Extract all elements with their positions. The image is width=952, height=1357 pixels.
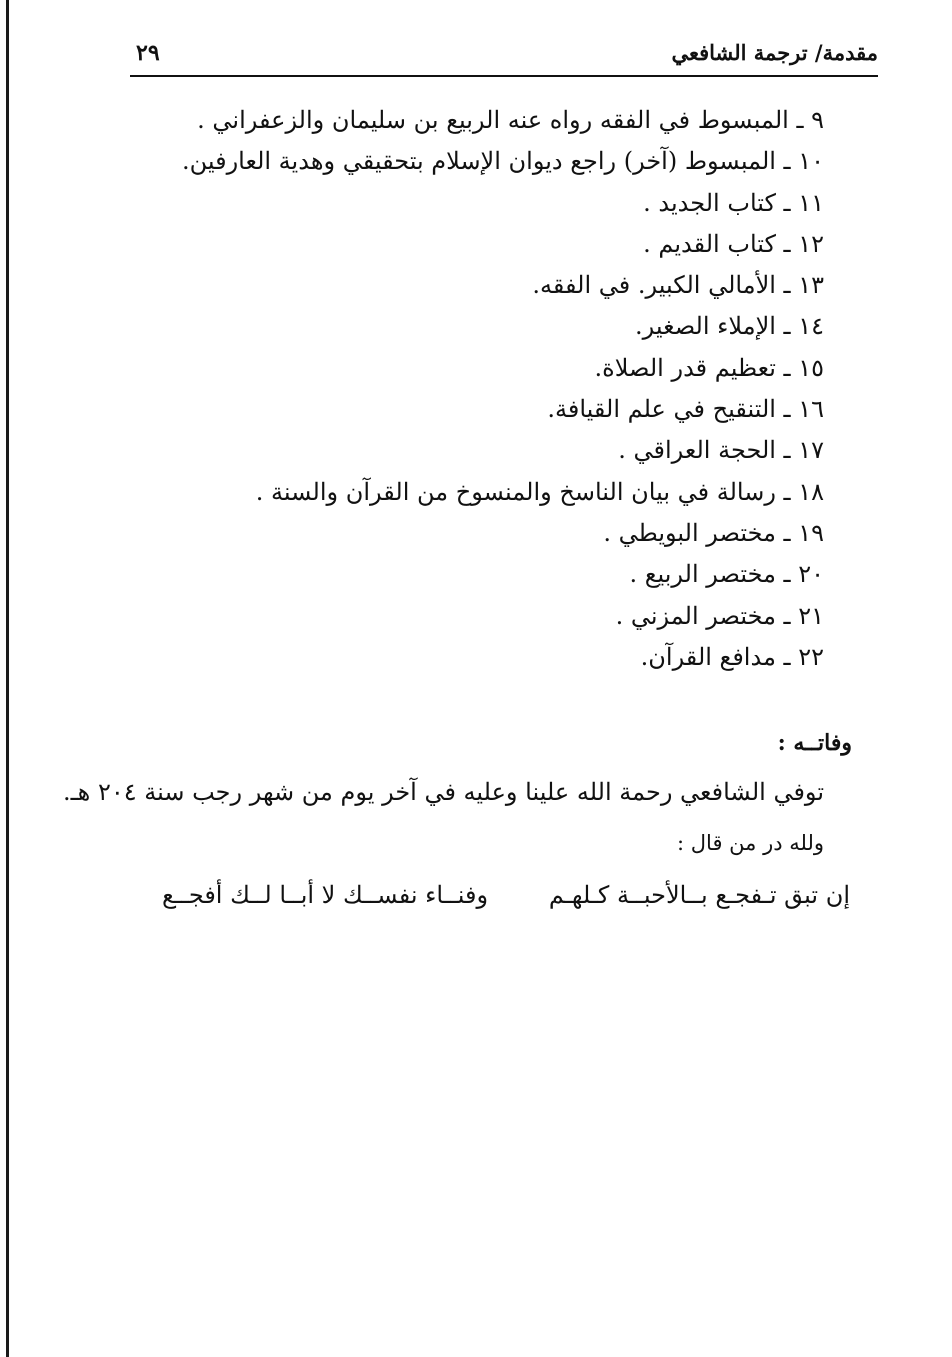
page-header — [130, 36, 878, 76]
verse-intro: ولله در من قال : — [677, 831, 824, 855]
list-item: ٢٢ ـ مدافع القرآن. — [640, 642, 824, 671]
list-item: ١٦ ـ التنقيح في علم القيافة. — [547, 395, 824, 424]
poetry-verse — [150, 872, 850, 918]
list-item: ١٠ ـ المبسوط (آخر) راجع ديوان الإسلام بتحقيقي وهدية العارفين. — [181, 147, 824, 176]
works-list — [124, 100, 824, 678]
list-item: ١١ ـ كتاب الجديد . — [643, 188, 824, 217]
death-paragraph: توفي الشافعي رحمة الله علينا وعليه في آخر يوم من شهر رجب سنة ٢٠٤ هـ. — [62, 778, 824, 806]
list-item: ١٧ ـ الحجة العراقي . — [618, 436, 824, 465]
page-edge-border — [6, 0, 9, 1357]
page-number: ٢٩ — [136, 40, 160, 66]
header-divider — [130, 75, 878, 77]
verse-second-hemistich: وفنــاء نفســك لا أبــا لــك أفجــع — [162, 881, 489, 909]
list-item: ١٤ ـ الإملاء الصغير. — [635, 312, 824, 341]
section-heading-death: وفاتــه : — [777, 730, 852, 756]
list-item: ١٢ ـ كتاب القديم . — [643, 229, 824, 258]
running-title: مقدمة/ ترجمة الشافعي — [671, 40, 878, 65]
list-item: ٢١ ـ مختصر المزني . — [615, 601, 824, 630]
list-item: ١٥ ـ تعظيم قدر الصلاة. — [594, 353, 824, 382]
list-item: ٢٠ ـ مختصر الربيع . — [629, 560, 824, 589]
list-item: ١٩ ـ مختصر البويطي . — [603, 518, 824, 547]
list-item: ١٣ ـ الأمالي الكبير. في الفقه. — [532, 271, 824, 300]
list-item: ١٨ ـ رسالة في بيان الناسخ والمنسوخ من القرآن والسنة . — [255, 477, 824, 506]
verse-first-hemistich: إن تبق تـفجـع بــالأحبــة كـلهـم — [548, 881, 850, 909]
list-item: ٩ ـ المبسوط في الفقه رواه عنه الربيع بن سليمان والزعفراني . — [197, 106, 824, 134]
